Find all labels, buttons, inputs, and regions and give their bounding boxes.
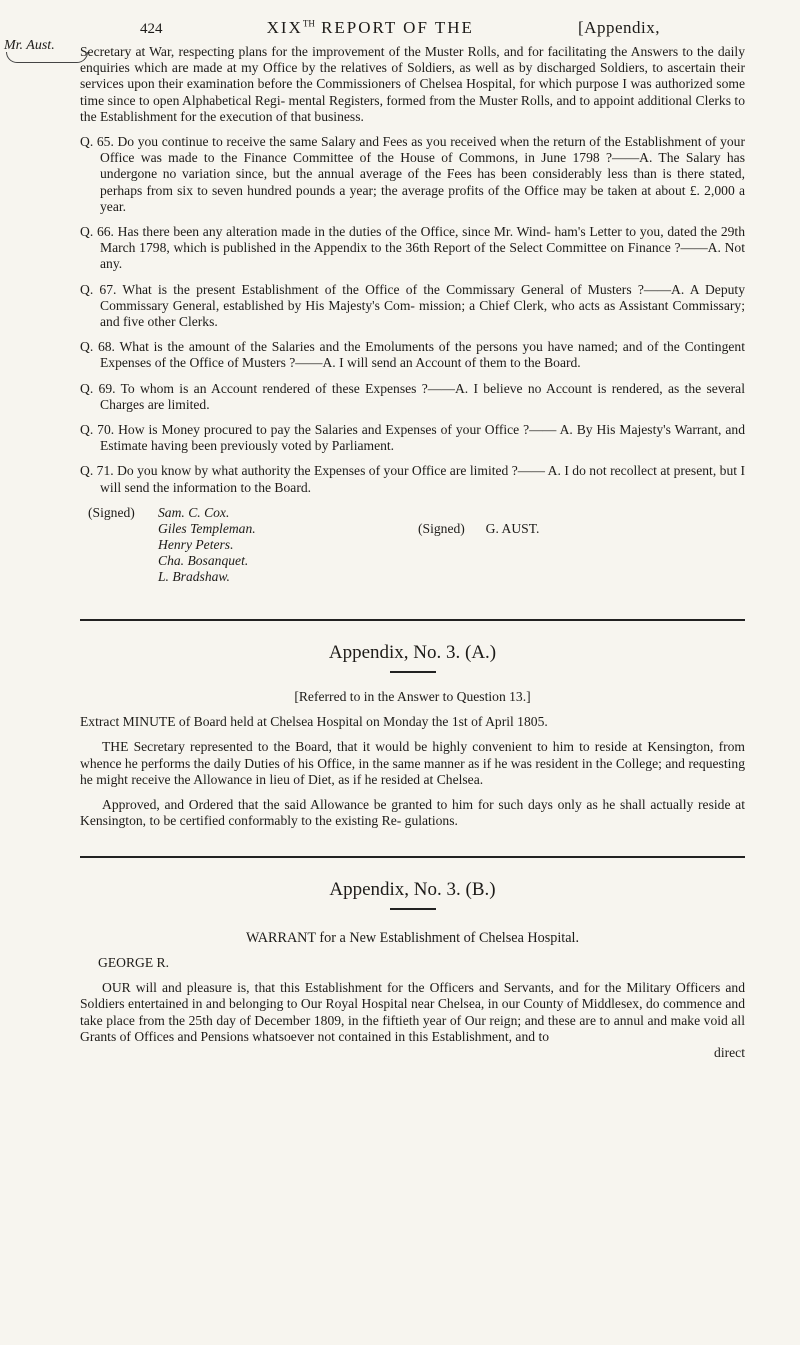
warrant-heading: WARRANT for a New Establishment of Chelsea Hospital. — [245, 929, 580, 946]
signatory-name: Sam. C. Cox. — [158, 504, 230, 520]
signatory-aust: G. AUST. — [485, 520, 540, 536]
section-divider — [80, 856, 745, 858]
section-divider — [80, 619, 745, 621]
question-67: Q. 67. What is the present Establishment of the Office of the Commissary General of Musters ?——A. A Deputy Commissary General, established by His Majesty's Com- mission; a Chief Clerk, who acts as Assistant Commissary; and five other Clerks. — [80, 281, 745, 330]
question-70: Q. 70. How is Money procured to pay the Salaries and Expenses of your Office ?—— A. By His Majesty's Warrant, and Estimate having been previously voted by Parliament. — [80, 422, 745, 454]
question-66: Q. 66. Has there been any alteration made in the duties of the Office, since Mr. Wind- ham's Letter to you, dated the 29th March 1798, which is published in the Appendix to the 36th Report of the Select Committee on Finance ?——A. Not any. — [80, 224, 745, 272]
appendix-a-title: Appendix, No. 3. (A.) — [328, 641, 497, 663]
appendix-a-extract-heading: Extract MINUTE of Board held at Chelsea Hospital on Monday the 1st of April 1805. — [80, 714, 548, 730]
signatory-name: Cha. Bosanquet. — [158, 552, 249, 568]
question-71: Q. 71. Do you know by what authority the Expenses of your Office are limited ?—— A. I do not recollect at present, but I will send the information to the Board. — [80, 463, 745, 495]
appendix-a-reference: [Referred to in the Answer to Question 13.] — [294, 689, 531, 705]
signatory-name: L. Bradshaw. — [158, 568, 230, 584]
signature-block — [80, 505, 745, 585]
king-signature: GEORGE R. — [98, 954, 169, 970]
body-text — [80, 44, 745, 1061]
running-title-rest: REPORT OF THE — [314, 18, 474, 37]
appendix-b-title: Appendix, No. 3. (B.) — [329, 878, 496, 900]
running-title-sup: TH — [302, 18, 315, 29]
section-tag: [Appendix, — [578, 18, 660, 37]
paragraph-continuation: Secretary at War, respecting plans for the improvement of the Muster Rolls, and for facilitating the Answers to the daily enquiries which are made at my Office by the relatives of Soldiers, as well as by discharged Soldiers, to ascertain their services upon their examination before the Commissioners of Chelsea Hospital, for which purpose I was authorized some time since to open Alphabetical Regi- mental Registers, formed from the Muster Rolls, and to appoint additional Clerks to the Establishment for the execution of that business. — [80, 44, 745, 124]
warrant-paragraph: OUR will and pleasure is, that this Establishment for the Officers and Servants, and for the Military Officers and Soldiers entertained in and belonging to Our Royal Hospital near Chelsea, in our County of Middlesex, do commence and take place from the 25th day of December 1809, in the fiftieth year of Our reign; and these are to annul and make void all Grants of Offices and Pensions whatsoever not contained in this Establishment, and to — [80, 980, 745, 1044]
page-number: 424 — [140, 21, 163, 37]
signatory-name: Henry Peters. — [158, 536, 234, 552]
margin-brace — [6, 52, 88, 63]
question-65: Q. 65. Do you continue to receive the same Salary and Fees as you received when the return of the Establishment of your Office was made to the Finance Committee of the House of Commons, in June 1798 ?——A. The Salary has undergone no variation since, but the annual average of the Fees has been considerably less than is there stated, perhaps from six to seven hundred pounds a year; the average profits of the Office may be taken at about £. 2,000 a year. — [80, 134, 745, 214]
catchword: direct — [714, 1044, 745, 1060]
signed-label-right: (Signed) — [418, 520, 465, 536]
signatory-name: Giles Templeman. — [158, 520, 256, 536]
question-69: Q. 69. To whom is an Account rendered of these Expenses ?——A. I believe no Account is rendered, as the several Charges are limited. — [80, 380, 745, 412]
signatory-names — [158, 505, 358, 585]
signed-label-left: (Signed) — [88, 504, 135, 520]
signature-right — [418, 521, 539, 585]
appendix-a-paragraph-2: Approved, and Ordered that the said Allowance be granted to him for such days only as he shall actually reside at Kensington, to be certified conformably to the existing Re- gulations. — [80, 797, 745, 829]
margin-note: Mr. Aust. — [4, 38, 55, 53]
page-header — [140, 18, 660, 38]
appendix-a-paragraph-1: THE Secretary represented to the Board, that it would be highly convenient to him to reside at Kensington, from whence he performs the daily Duties of his Office, in the same manner as if he was resident in the College; and requesting he might receive the Allowance in lieu of Diet, as if he resided at Chelsea. — [80, 739, 745, 787]
title-underline — [390, 908, 436, 910]
running-title — [267, 18, 474, 38]
title-underline — [390, 671, 436, 673]
running-title-prefix: XIX — [266, 18, 303, 37]
question-68: Q. 68. What is the amount of the Salaries and the Emoluments of the persons you have named; and of the Contingent Expenses of the Office of Musters ?——A. I will send an Account of them to the Board. — [80, 339, 745, 371]
